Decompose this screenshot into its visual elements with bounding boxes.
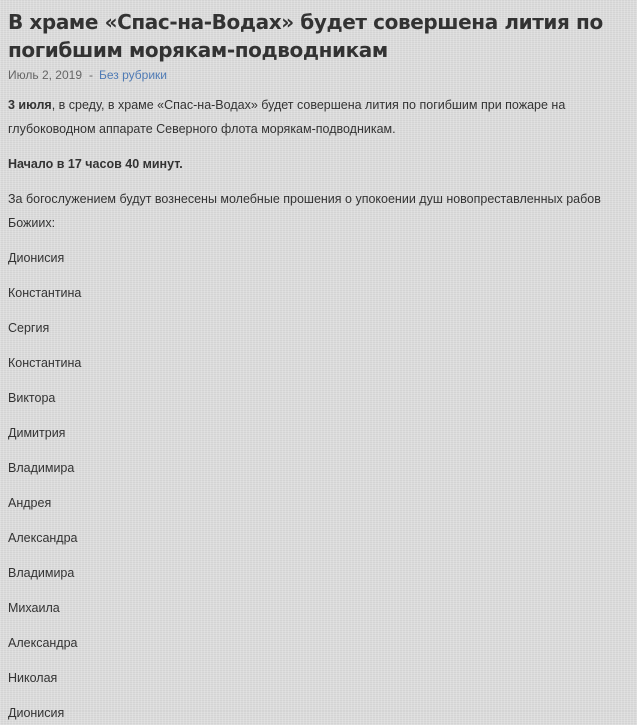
name-item: Андрея [8,496,52,510]
post-date: Июль 2, 2019 [8,68,82,82]
name-item: Михаила [8,601,60,615]
name-item: Владимира [8,461,75,475]
post-meta [8,67,629,83]
intro-text: , в среду, в храме «Спас-на-Водах» будет совершена лития по погибшим при пожаре на глубоководном аппарате Северного флота морякам-подводникам. [8,98,566,136]
name-item: Дионисия [8,251,65,265]
name-item: Александра [8,636,78,650]
names-list [8,246,629,725]
intro-paragraph [8,93,629,141]
start-time: Начало в 17 часов 40 минут. [8,157,183,171]
post-content [8,93,629,725]
name-item: Димитрия [8,426,66,440]
meta-separator: - [89,68,93,82]
name-item: Константина [8,286,82,300]
name-item: Сергия [8,321,50,335]
name-item: Виктора [8,391,56,405]
post-title: В храме «Спас-на-Водах» будет совершена лития по погибшим морякам-подводникам [8,10,603,62]
name-item: Константина [8,356,82,370]
category-link[interactable]: Без рубрики [99,68,167,82]
name-item: Владимира [8,566,75,580]
name-item: Александра [8,531,78,545]
intro-date: 3 июля [8,98,52,112]
prayer-paragraph: За богослужением будут вознесены молебные прошения о упокоении душ новопреставленных рабов Божиих: [8,192,601,230]
name-item: Дионисия [8,706,65,720]
name-item: Николая [8,671,58,685]
